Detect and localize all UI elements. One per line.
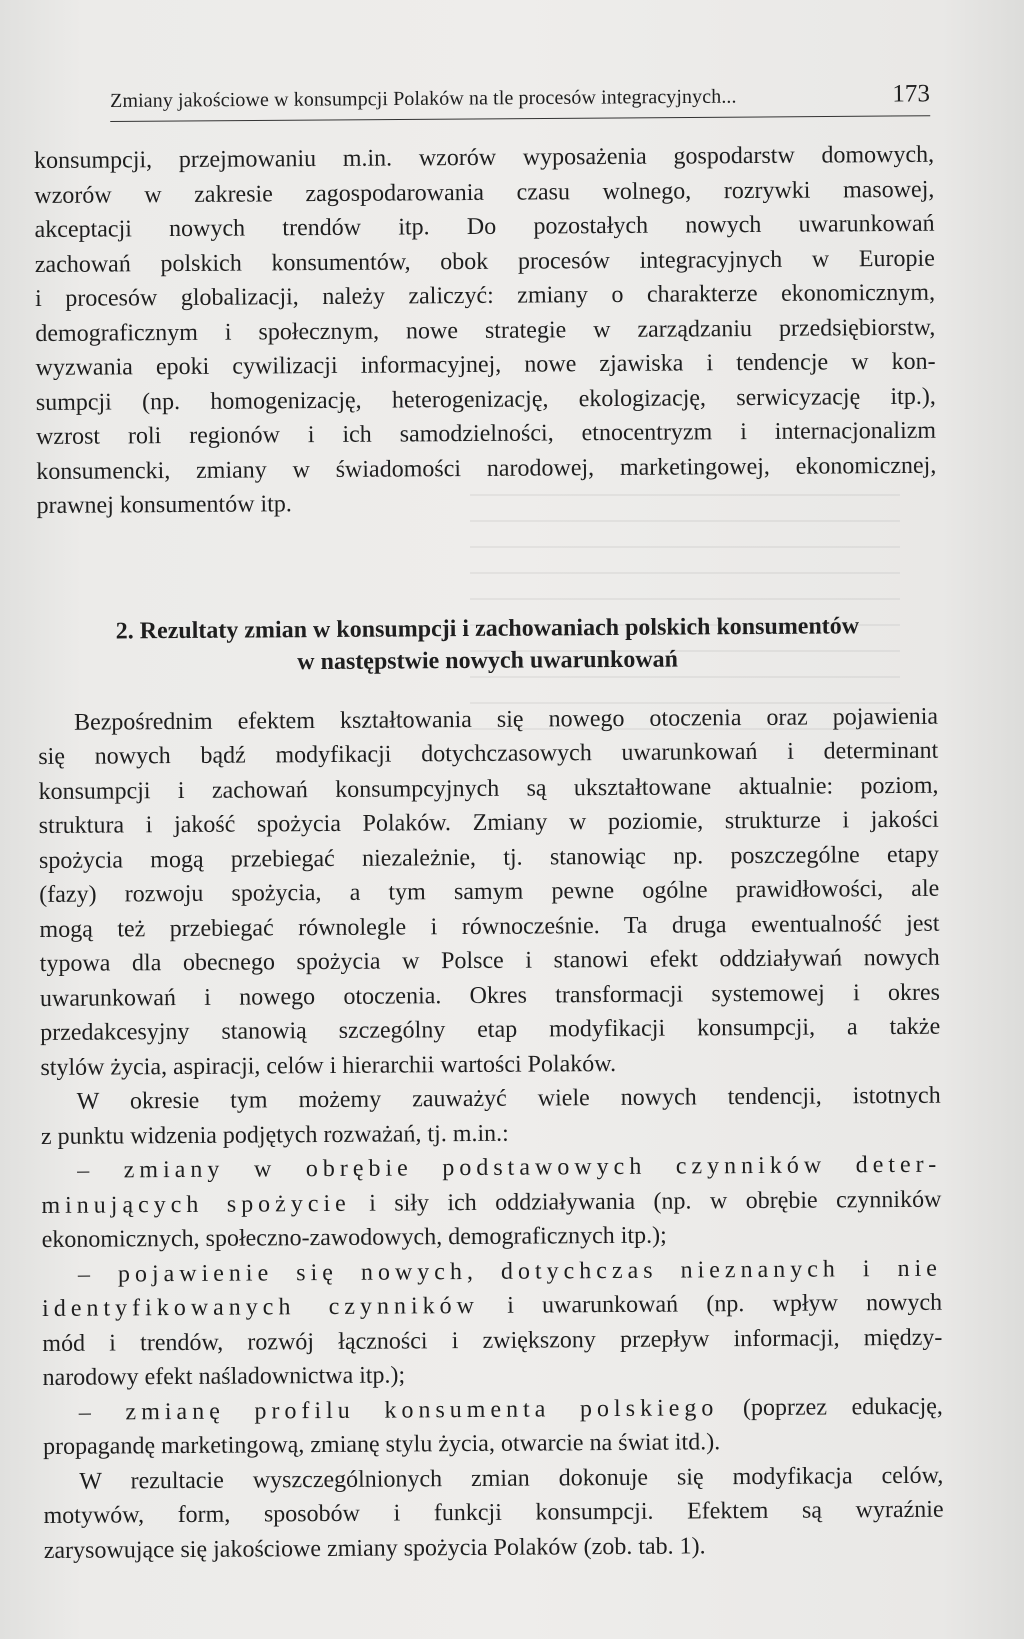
spaced-emphasis: identyfikowanych czynników xyxy=(42,1292,480,1322)
section-heading-line: w następstwie nowych uwarunkowań xyxy=(297,646,679,675)
paragraph-4 xyxy=(43,1458,944,1568)
list-item-line: propagandę marketingową, zmianę stylu życia, otwarcie na świat itd.). xyxy=(43,1429,721,1460)
list-item-line: – zmiany w obrębie podstawowych czynników deter- xyxy=(77,1151,942,1184)
list-item-line: – pojawienie się nowych, dotychczas nieznanych i nie xyxy=(77,1255,942,1288)
running-title: Zmiany jakościowe w konsumpcji Polaków na tle procesów integracyjnych... xyxy=(110,85,737,112)
spaced-emphasis: minujących spożycie xyxy=(41,1190,351,1219)
text-line: W rezultacie wyszczególnionych zmian dokonuje się modyfikacja celów, xyxy=(79,1462,944,1495)
text-line: stylów życia, aspiracji, celów i hierarchii wartości Polaków. xyxy=(40,1050,617,1081)
text-line: wzrost roli regionów i ich samodzielności, etnocentryzm i internacjonalizm xyxy=(35,417,937,450)
text-line: prawnej konsumentów itp. xyxy=(36,491,292,519)
text-line: i procesów globalizacji, należy zaliczyć: zmiany o charakterze ekonomicznym, xyxy=(34,279,936,312)
text-line: uwarunkowań i nowego otoczenia. Okres transformacji systemowej i okres xyxy=(39,979,941,1012)
section-heading-line: 2. Rezultaty zmian w konsumpcji i zachowaniach polskich konsumentów xyxy=(115,612,860,644)
text-line: sumpcji (np. homogenizację, heterogenizację, ekologizację, serwicyzację itp.), xyxy=(35,383,936,416)
text-line: Bezpośrednim efektem kształtowania się nowego otoczenia oraz pojawienia xyxy=(73,703,939,736)
running-header xyxy=(110,80,930,122)
text-line: konsumpcji i zachowań konsumpcyjnych są ukształtowane aktualnie: poziom, xyxy=(38,772,939,805)
text-line: przedakcesyjny stanowią szczególny etap modyfikacji konsumpcji, a także xyxy=(40,1013,941,1046)
text-line: konsumpcji, przejmowaniu m.in. wzorów wyposażenia gospodarstw domowych, xyxy=(34,141,935,174)
list-item-text: (poprzez edukację, xyxy=(718,1393,943,1421)
text-line: akceptacji nowych trendów itp. Do pozostałych nowych uwarunkowań xyxy=(34,210,935,243)
text-line: typowa dla obecnego spożycia w Polsce i stanowi efekt oddziaływań nowych xyxy=(39,944,940,977)
text-line: W okresie tym możemy zauważyć wiele nowych tendencji, istotnych xyxy=(76,1082,941,1115)
list-item-line xyxy=(43,1389,943,1430)
text-line: z punktu widzenia podjętych rozważań, tj. m.in.: xyxy=(40,1120,509,1150)
list-item-text: i siły ich oddziaływania (np. w obrębie czynników xyxy=(350,1186,942,1217)
spaced-emphasis: – zmianę profilu konsumenta polskiego xyxy=(78,1394,719,1426)
body-text xyxy=(34,138,944,1568)
text-line: zachowań polskich konsumentów, obok procesów integracyjnych w Europie xyxy=(34,245,935,278)
text-line: mogą też przebiegać równolegle i równocześnie. Ta druga ewentualność jest xyxy=(39,910,940,943)
list-item-line: ekonomicznych, społeczno-zawodowych, demograficznych itp.); xyxy=(41,1222,667,1253)
list-item-line xyxy=(41,1182,941,1223)
text-line: konsumencki, zmiany w świadomości narodowej, marketingowej, ekonomicznej, xyxy=(36,452,937,485)
paragraph-3 xyxy=(41,1079,941,1154)
text-line: wzorów w zakresie zagospodarowania czasu wolnego, rozrywki masowej, xyxy=(34,176,935,209)
page-number: 173 xyxy=(892,80,931,108)
list-item-line xyxy=(42,1286,942,1327)
text-line: motywów, form, sposobów i funkcji konsumpcji. Efektem są wyraźnie xyxy=(43,1496,944,1529)
list-item-text: i uwarunkowań (np. wpływ nowych xyxy=(478,1289,943,1319)
text-line: spożycia mogą przebiegać niezależnie, tj. stanowiąc np. poszczególne etapy xyxy=(38,841,940,874)
list-item-line: narodowy efekt naśladownictwa itp.); xyxy=(42,1362,406,1391)
section-heading xyxy=(37,609,937,679)
list-item-line: mód i trendów, rozwój łączności i zwiększony przepływ informacji, między- xyxy=(42,1324,943,1357)
text-line: wyzwania epoki cywilizacji informacyjnej, nowe zjawiska i tendencje w kon- xyxy=(35,348,936,381)
paragraph-2 xyxy=(38,699,941,1085)
text-line: zarysowujące się jakościowe zmiany spożycia Polaków (zob. tab. 1). xyxy=(43,1532,706,1564)
text-line: demograficznym i społecznym, nowe strategie w zarządzaniu przedsiębiorstw, xyxy=(35,314,936,347)
text-line: struktura i jakość spożycia Polaków. Zmiany w poziomie, strukturze i jakości xyxy=(38,806,939,839)
text-line: się nowych bądź modyfikacji dotychczasowych uwarunkowań i determinant xyxy=(38,737,939,770)
text-line: (fazy) rozwoju spożycia, a tym samym pewne ogólne prawidłowości, ale xyxy=(39,875,940,908)
tendency-list xyxy=(41,1148,943,1465)
paragraph-1 xyxy=(34,138,937,524)
